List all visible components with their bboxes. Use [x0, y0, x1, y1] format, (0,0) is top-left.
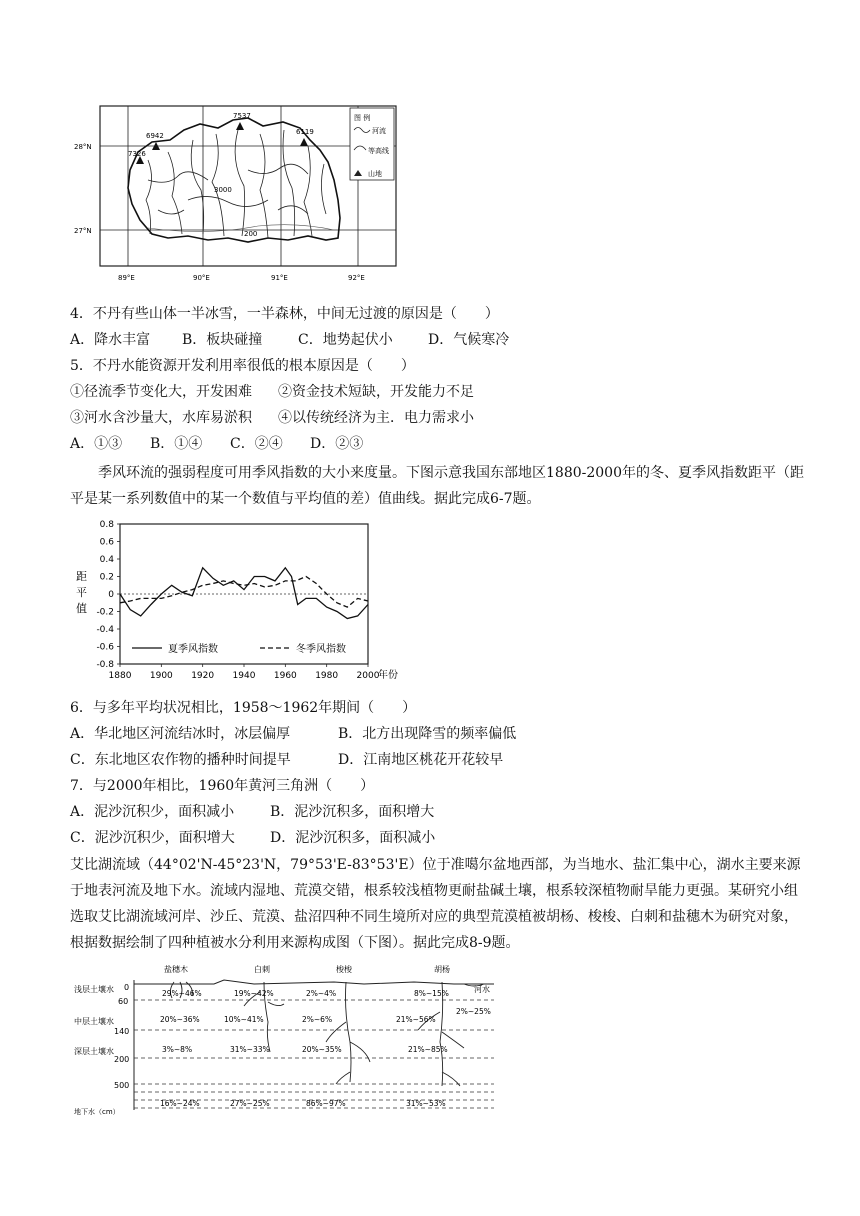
q5-option-c[interactable]: C．②④ [230, 436, 283, 452]
intro-6-7: 季风环流的强弱程度可用季风指数的大小来度量。下图示意我国东部地区1880-2000年的冬、夏季风指数距平（距平是某一系列数值中的某一个数值与平均值的差）值曲线。据此完成6-7题。 [70, 465, 804, 507]
plant-poplar: 胡杨 [434, 965, 450, 974]
nitraria-deep: 31%~33% [230, 1045, 270, 1054]
salt-middle: 20%~36% [160, 1015, 200, 1024]
q5-item-4: ④以传统经济为主．电力需求小 [278, 410, 474, 426]
q4-option-c[interactable]: C．地势起伏小 [298, 332, 393, 348]
legend-peak: 山地 [368, 170, 382, 178]
q5-items-row1 [70, 382, 474, 402]
bhutan-map [74, 100, 408, 290]
poplar-shallow: 8%~15% [414, 989, 449, 998]
y-tick-label: 0.8 [99, 520, 114, 530]
q6-options-row1 [70, 724, 516, 744]
q7-options-row2 [70, 828, 435, 848]
depth-140: 140 [114, 1027, 130, 1036]
q5-item-2: ②资金技术短缺，开发能力不足 [278, 384, 474, 400]
y-tick-label: -0.4 [96, 625, 114, 635]
q4-option-d[interactable]: D．气候寒冷 [428, 332, 510, 348]
x-tick-label: 1980 [315, 671, 339, 681]
x-tick-label: 1880 [108, 671, 132, 681]
lon-89: 89°E [118, 274, 135, 282]
legend-contour: 等高线 [368, 147, 389, 155]
depth-500: 500 [114, 1081, 130, 1090]
y-axis-label-char: 平 [76, 586, 87, 599]
peak-label-4: 6119 [296, 128, 314, 136]
poplar-ground: 31%~53% [406, 1099, 446, 1108]
y-tick-label: -0.2 [96, 607, 114, 618]
q4-options [70, 330, 509, 350]
river-range: 2%~25% [456, 1007, 491, 1016]
q6-stem: 6．与多年平均状况相比，1958～1962年期间（ ） [70, 700, 417, 716]
legend-label-2: 冬季风指数 [296, 644, 346, 655]
x-tick-label: 2000 [356, 671, 380, 681]
q5-options [70, 434, 363, 454]
depth-60: 60 [118, 997, 129, 1006]
lon-92: 92°E [348, 274, 365, 282]
q4-option-a[interactable]: A．降水丰富 [70, 332, 151, 348]
peak-label-2: 6942 [146, 132, 164, 140]
x-axis-label: 年份 [378, 670, 398, 681]
legend-label-1: 夏季风指数 [168, 644, 218, 655]
q7-option-a[interactable]: A．泥沙沉积少，面积减小 [70, 804, 235, 820]
q6-option-b[interactable]: B．北方出现降雪的频率偏低 [338, 726, 517, 742]
salt-ground: 16%~24% [160, 1099, 200, 1108]
x-tick-label: 1940 [232, 671, 256, 681]
nitraria-ground: 27%~25% [230, 1099, 270, 1108]
saxaul-shallow: 2%~4% [306, 989, 337, 998]
q6-option-d[interactable]: D．江南地区桃花开花较早 [338, 752, 504, 768]
lat-27: 27°N [74, 227, 92, 235]
q4-option-b[interactable]: B．板块碰撞 [182, 332, 263, 348]
q7-option-b[interactable]: B．泥沙沉积多，面积增大 [270, 804, 435, 820]
poplar-middle: 21%~56% [396, 1015, 436, 1024]
depth-0: 0 [124, 983, 130, 992]
y-tick-label: 0.4 [99, 555, 114, 565]
q5-item-3: ③河水含沙量大，水库易淤积 [70, 410, 252, 426]
q6-options-row2 [70, 750, 503, 770]
river-label: 河水 [474, 985, 490, 994]
q7-options-row1 [70, 802, 434, 822]
saxaul-ground: 86%~97% [306, 1099, 346, 1108]
legend-river: 河流 [372, 127, 386, 135]
plant-nitraria: 白刺 [254, 965, 270, 974]
intro-8-9: 艾比湖流域（44°02'N-45°23'N，79°53'E-83°53'E）位于准噶尔盆地西部，为当地水、盐汇集中心，湖水主要来源于地表河流及地下水。流域内湿地、荒漠交错，根系较浅植物更耐盐碱土壤，根系较深植物耐旱能力更强。某研究小组选取艾比湖流域河岸、沙丘、荒漠、盐沼四种不同生境所对应的典型荒漠植被胡杨、梭梭、白刺和盐穗木为研究对象，根据数据绘制了四种植被水分利用来源构成图（下图）。据此完成8-9题。 [70, 857, 801, 951]
layer-middle: 中层土壤水 [74, 1017, 114, 1026]
x-tick-label: 1900 [149, 671, 173, 681]
y-tick-label: -0.6 [96, 642, 114, 653]
q6-option-c[interactable]: C．东北地区农作物的播种时间提早 [70, 752, 291, 768]
q5-stem: 5．不丹水能资源开发利用率很低的根本原因是（ ） [70, 358, 415, 374]
poplar-deep: 21%~85% [408, 1045, 448, 1054]
plant-salt: 盐穗木 [164, 965, 188, 974]
contour-label-200: 200 [244, 230, 258, 238]
depth-200: 200 [114, 1055, 130, 1064]
plant-saxaul: 梭梭 [336, 965, 352, 974]
y-tick-label: 0 [108, 590, 114, 600]
nitraria-shallow: 19%~42% [234, 989, 274, 998]
q7-stem: 7．与2000年相比，1960年黄河三角洲（ ） [70, 778, 375, 794]
salt-deep: 3%~8% [162, 1045, 193, 1054]
saxaul-middle: 2%~6% [302, 1015, 333, 1024]
monsoon-index-chart [68, 514, 448, 690]
q5-option-b[interactable]: B．①④ [150, 436, 203, 452]
contour-label-3000: 3000 [214, 186, 232, 194]
lat-28: 28°N [74, 143, 92, 151]
y-axis-label-char: 值 [76, 602, 87, 615]
q5-option-a[interactable]: A．①③ [70, 436, 123, 452]
q6-option-a[interactable]: A．华北地区河流结冰时，冰层偏厚 [70, 726, 291, 742]
saxaul-deep: 20%~35% [302, 1045, 342, 1054]
x-tick-label: 1920 [191, 671, 215, 681]
layer-shallow: 浅层土壤水 [74, 985, 114, 994]
q5-items-row2 [70, 408, 474, 428]
q5-item-1: ①径流季节变化大，开发困难 [70, 384, 252, 400]
q7-option-d[interactable]: D．泥沙沉积多，面积减小 [270, 830, 436, 846]
series-line-1 [120, 568, 368, 619]
peak-label-3: 7326 [128, 150, 146, 158]
layer-ground: 地下水（cm） [74, 1108, 120, 1116]
q5-option-d[interactable]: D．②③ [310, 436, 364, 452]
q4-stem: 4．不丹有些山体一半冰雪，一半森林，中间无过渡的原因是（ ） [70, 306, 499, 322]
plant-water-source-figure [74, 962, 514, 1122]
salt-shallow: 29%~46% [162, 989, 202, 998]
lon-91: 91°E [271, 274, 288, 282]
legend-title: 图 例 [354, 114, 371, 122]
series-line-2 [120, 577, 368, 608]
nitraria-middle: 10%~41% [224, 1015, 264, 1024]
x-tick-label: 1960 [273, 671, 297, 681]
peak-label-1: 7537 [233, 112, 251, 120]
y-tick-label: 0.6 [99, 537, 114, 548]
q7-option-c[interactable]: C．泥沙沉积少，面积增大 [70, 830, 235, 846]
layer-deep: 深层土壤水 [74, 1047, 114, 1056]
y-tick-label: -0.8 [96, 660, 114, 670]
y-axis-label-char: 距 [76, 570, 87, 583]
lon-90: 90°E [193, 274, 210, 282]
y-tick-label: 0.2 [99, 572, 114, 583]
